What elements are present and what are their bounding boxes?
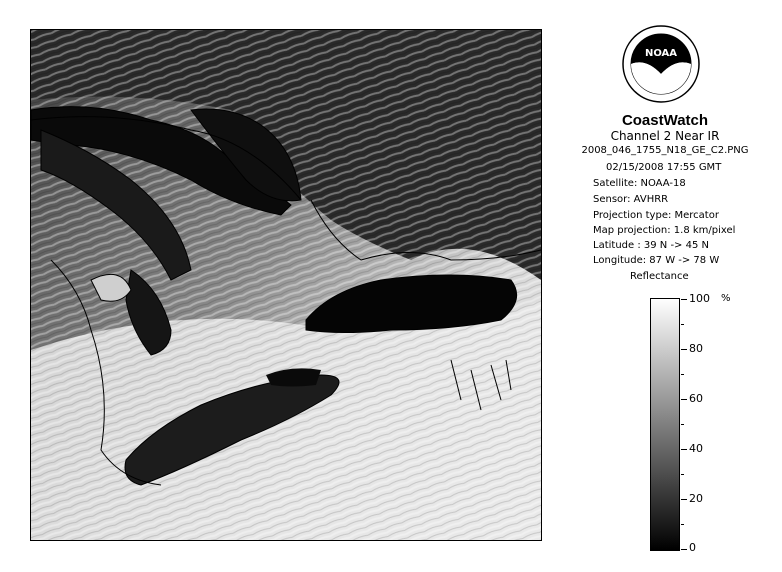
scale-tick	[681, 374, 684, 375]
scale-tick	[681, 449, 687, 450]
scale-tick	[681, 424, 684, 425]
latitude-label: Latitude : 39 N -> 45 N	[593, 240, 709, 251]
scale-tick	[681, 549, 687, 550]
noaa-logo-icon	[621, 18, 701, 110]
channel-label: Channel 2 Near IR	[610, 129, 720, 143]
scale-label-0: 0	[689, 541, 696, 554]
noaa-logo	[621, 18, 701, 110]
scale-tick	[681, 349, 687, 350]
map-projection-label: Map projection: 1.8 km/pixel	[593, 225, 736, 236]
satellite-map	[30, 29, 542, 541]
scale-label-80: 80	[689, 342, 703, 355]
scale-title: Reflectance	[630, 271, 689, 282]
longitude-label: Longitude: 87 W -> 78 W	[593, 255, 720, 266]
scale-label-100: 100	[689, 292, 710, 305]
noaa-logo-text: NOAA	[644, 48, 678, 59]
scale-tick	[681, 324, 684, 325]
sensor-label: Sensor: AVHRR	[593, 194, 669, 205]
satellite-image	[31, 30, 541, 540]
projection-label: Projection type: Mercator	[593, 210, 719, 221]
scale-label-40: 40	[689, 442, 703, 455]
scale-label-20: 20	[689, 492, 703, 505]
scale-tick	[681, 399, 687, 400]
filename-label: 2008_046_1755_N18_GE_C2.PNG	[581, 145, 749, 156]
datetime-label: 02/15/2008 17:55 GMT	[606, 162, 722, 173]
scale-label-60: 60	[689, 392, 703, 405]
scale-tick	[681, 299, 687, 300]
scale-tick	[681, 499, 687, 500]
satellite-label: Satellite: NOAA-18	[593, 178, 686, 189]
scale-tick	[681, 524, 684, 525]
app-title: CoastWatch	[621, 112, 709, 129]
scale-unit: %	[721, 293, 731, 304]
scale-tick	[681, 474, 684, 475]
reflectance-scale-bar	[650, 298, 680, 551]
